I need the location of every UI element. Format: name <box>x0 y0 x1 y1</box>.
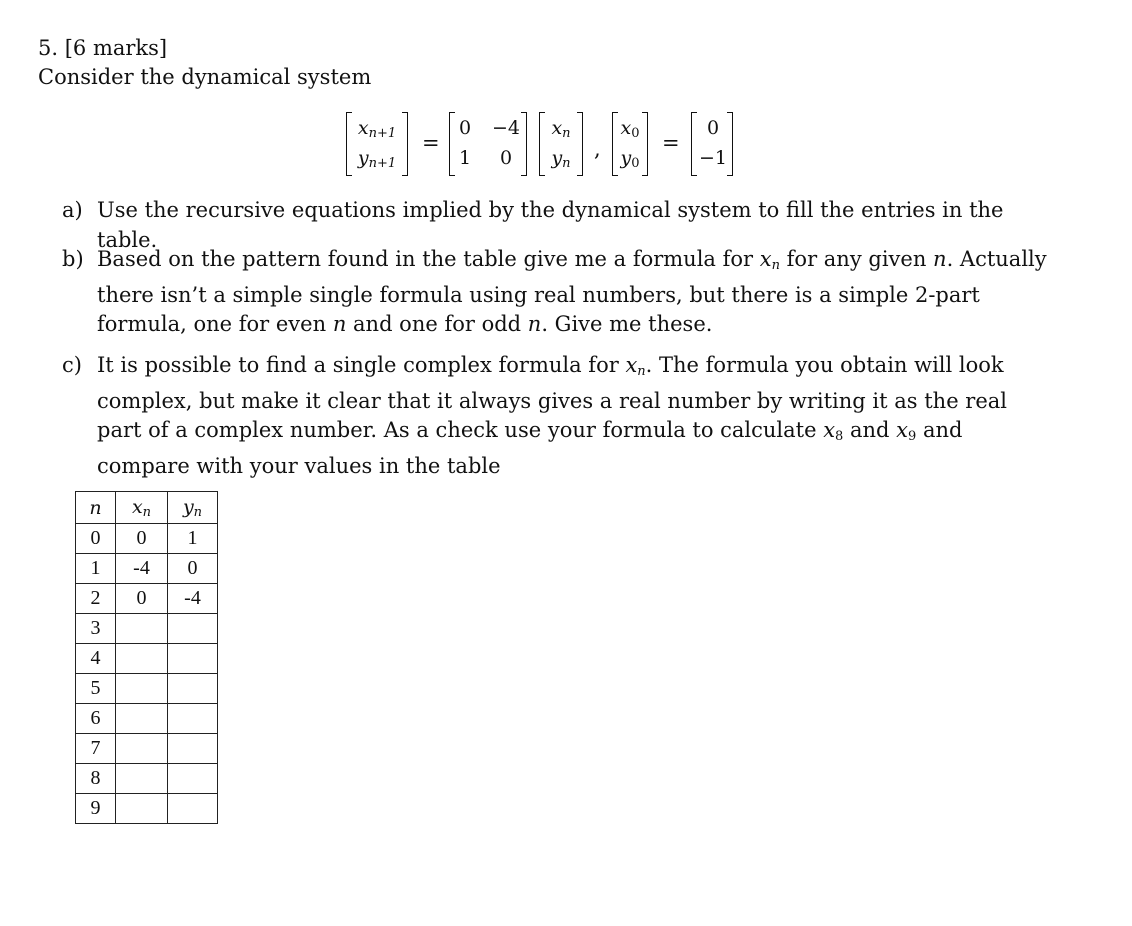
table-row <box>76 644 218 674</box>
cell-yn[interactable] <box>168 614 218 644</box>
cell-yn[interactable] <box>168 644 218 674</box>
part-text: It is possible to find a single complex formula for $x_n$. The formula you obtain will look complex, but make it clear that it always gives a real number by writing it as the real part of a complex number. As a check use your formula to calculate $x_8$ and $x_9$ and compare with your values in the table <box>97 353 1007 478</box>
cell-xn[interactable]: 0 <box>116 584 168 614</box>
cell-xn[interactable] <box>116 734 168 764</box>
part-text: Use the recursive equations implied by the dynamical system to fill the entries in the table. <box>97 198 1004 252</box>
part-label: c) <box>62 353 82 377</box>
cell-n: 9 <box>76 794 116 824</box>
cell-xn[interactable] <box>116 674 168 704</box>
cell-yn[interactable] <box>168 734 218 764</box>
question-marks: [6 marks] <box>64 36 168 60</box>
question-number: 5. <box>38 36 59 60</box>
cell-n: 6 <box>76 704 116 734</box>
part-b <box>62 245 1052 340</box>
initial-values-vector: 0 −1 <box>691 112 733 176</box>
header-xn: $x_n$ <box>116 492 168 524</box>
part-text: Based on the pattern found in the table give me a formula for $x_n$ for any given n. Actually there isn’t a simple single formula using real numbers, but there is a simple 2-part formula, one for even n and one for odd n. Give me these. <box>97 247 1047 336</box>
table-row <box>76 764 218 794</box>
question-intro: Consider the dynamical system <box>38 65 372 89</box>
table-row <box>76 554 218 584</box>
cell-xn[interactable] <box>116 794 168 824</box>
cell-xn[interactable] <box>116 644 168 674</box>
values-table <box>75 491 218 824</box>
comma: , <box>594 137 601 161</box>
cell-n: 0 <box>76 524 116 554</box>
part-label: a) <box>62 198 83 222</box>
cell-yn[interactable]: 0 <box>168 554 218 584</box>
cell-yn[interactable] <box>168 674 218 704</box>
part-c <box>62 351 1052 481</box>
cell-xn[interactable] <box>116 704 168 734</box>
equals-sign: = <box>662 131 680 155</box>
cell-xn[interactable]: -4 <box>116 554 168 584</box>
cell-n: 8 <box>76 764 116 794</box>
table-header-row <box>76 492 218 524</box>
table-row <box>76 674 218 704</box>
part-label: b) <box>62 247 84 271</box>
cell-n: 3 <box>76 614 116 644</box>
cell-xn[interactable] <box>116 614 168 644</box>
cell-n: 4 <box>76 644 116 674</box>
equals-sign: = <box>422 131 440 155</box>
table-row <box>76 734 218 764</box>
coefficient-matrix: 0 −4 1 0 <box>449 112 527 176</box>
table-row <box>76 584 218 614</box>
initial-vector: $x_0$ $y_0$ <box>612 112 648 176</box>
cell-n: 5 <box>76 674 116 704</box>
cell-yn[interactable] <box>168 764 218 794</box>
cell-yn[interactable] <box>168 704 218 734</box>
table-row <box>76 524 218 554</box>
cell-n: 7 <box>76 734 116 764</box>
cell-xn[interactable]: 0 <box>116 524 168 554</box>
table-row <box>76 794 218 824</box>
cell-yn[interactable] <box>168 794 218 824</box>
lhs-vector: $x_{n+1}$ $y_{n+1}$ <box>346 112 408 176</box>
question-header <box>38 34 167 62</box>
cell-xn[interactable] <box>116 764 168 794</box>
cell-yn[interactable]: -4 <box>168 584 218 614</box>
state-vector: $x_n$ $y_n$ <box>539 112 583 176</box>
table-row <box>76 614 218 644</box>
table-row <box>76 704 218 734</box>
cell-yn[interactable]: 1 <box>168 524 218 554</box>
cell-n: 1 <box>76 554 116 584</box>
header-yn: $y_n$ <box>168 492 218 524</box>
matrix-equation <box>0 112 1132 178</box>
cell-n: 2 <box>76 584 116 614</box>
header-n: n <box>76 492 116 524</box>
